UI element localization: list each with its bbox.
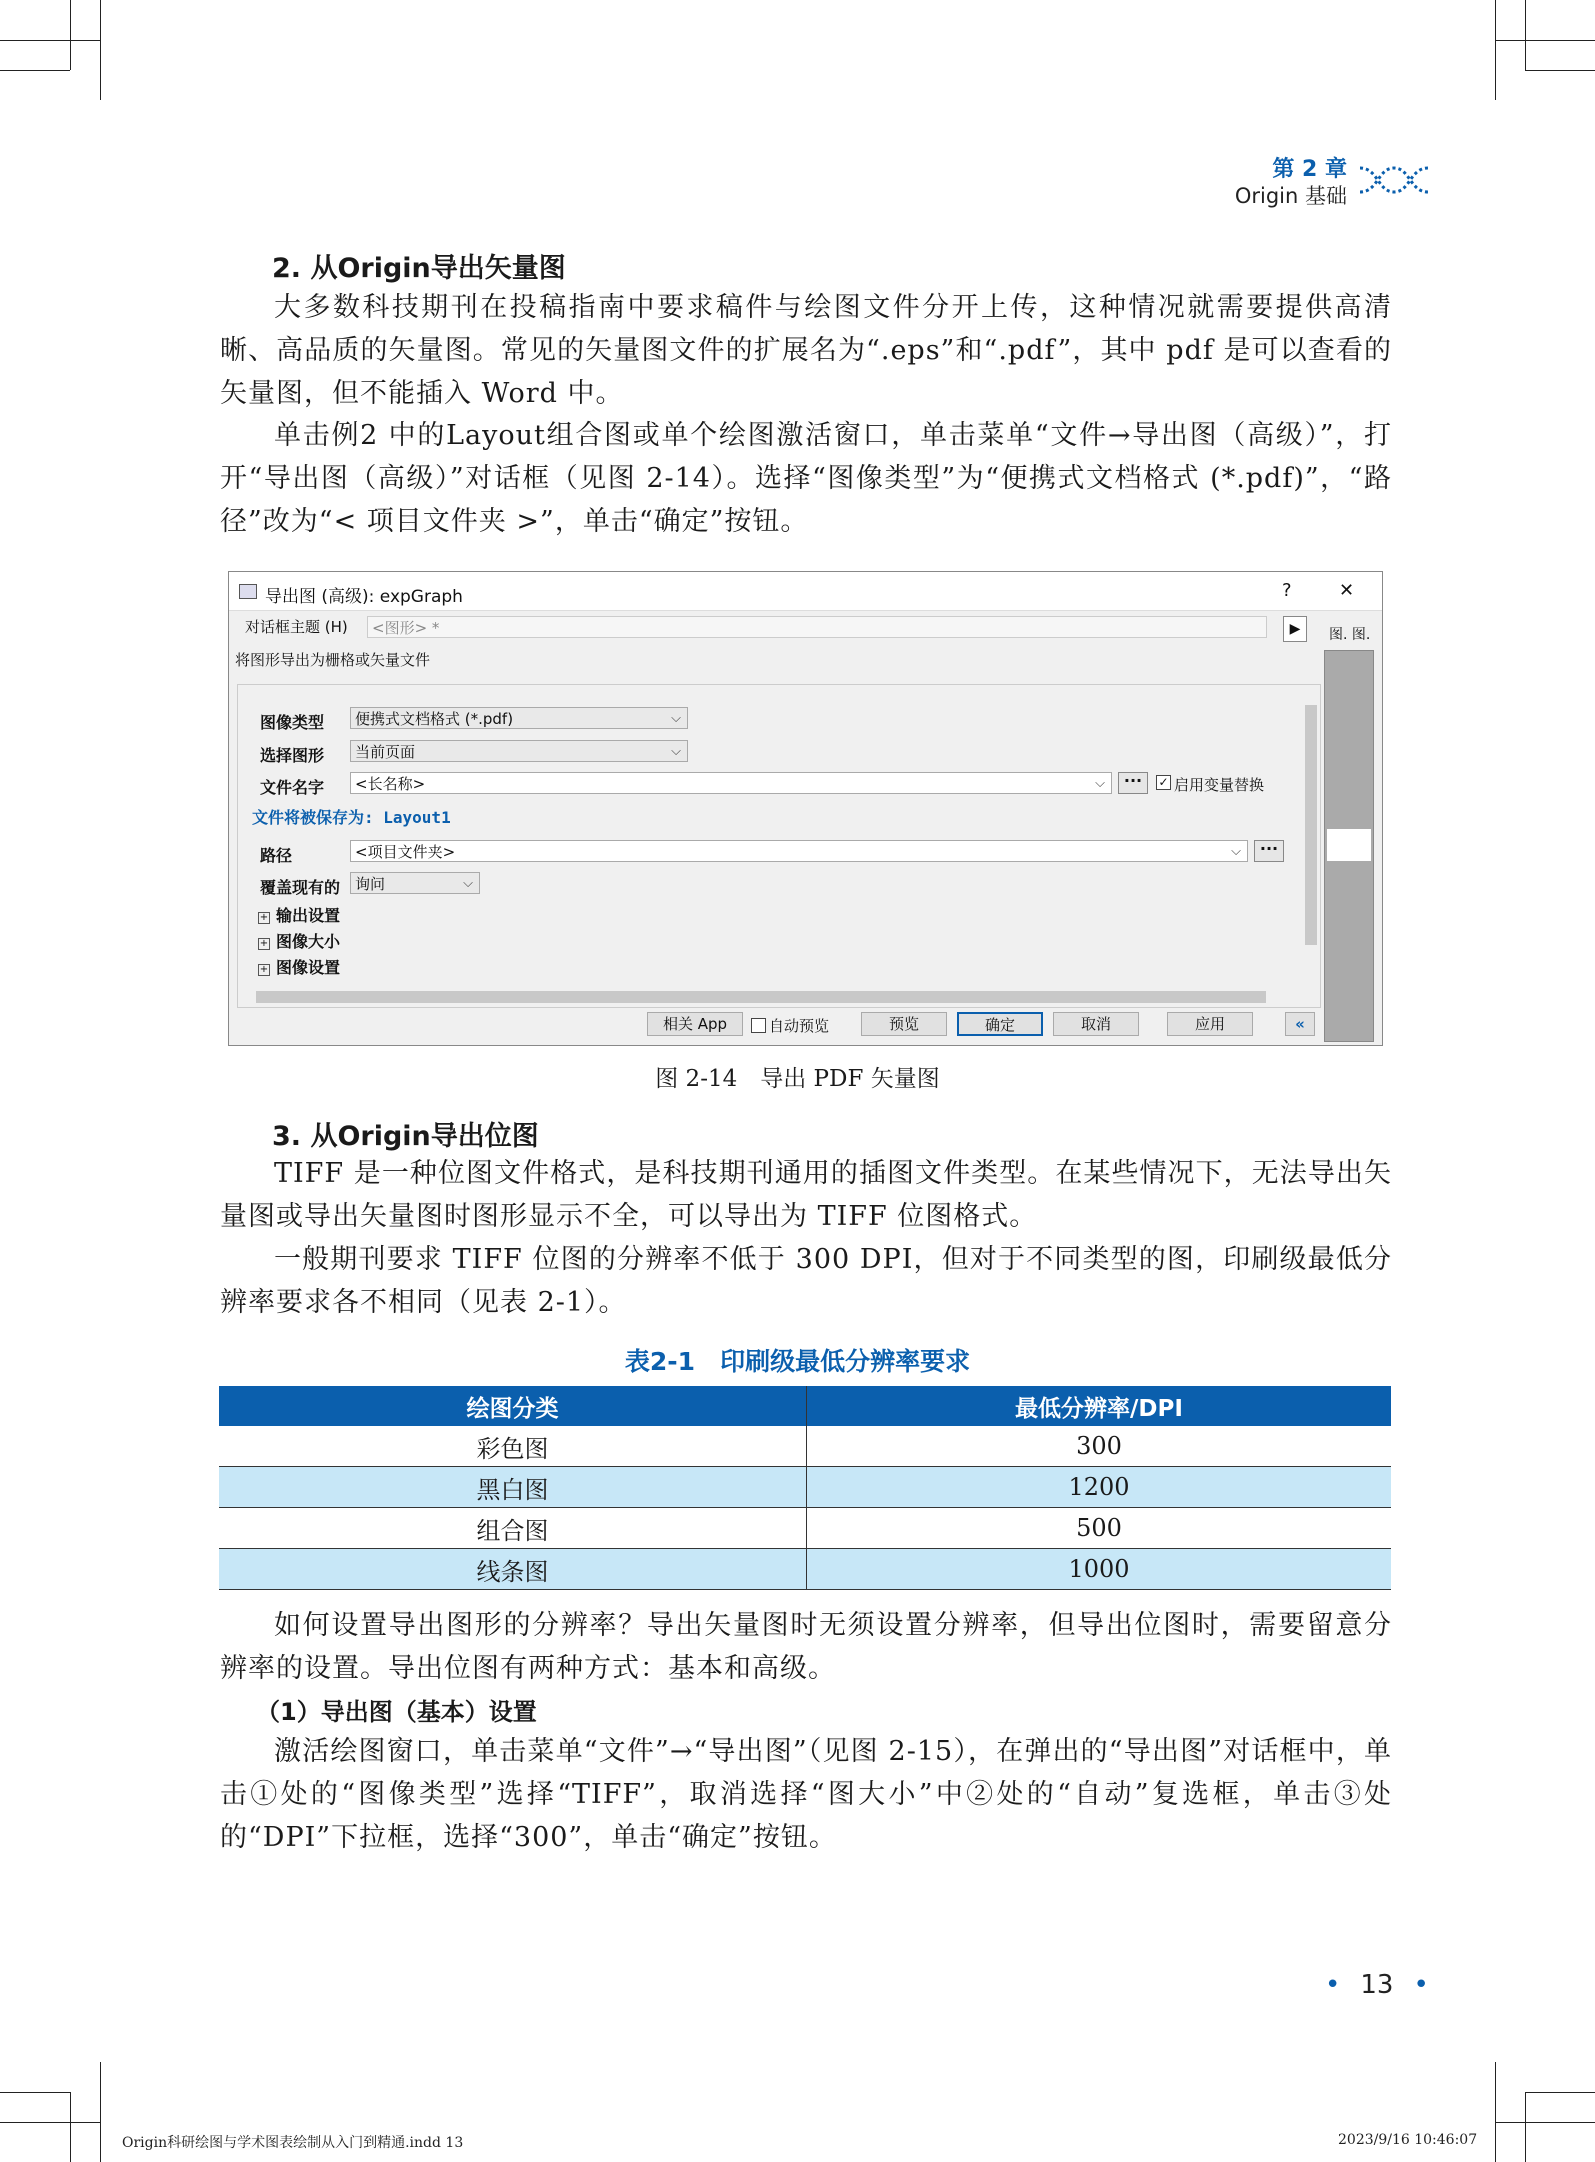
- path-select[interactable]: [350, 840, 1248, 862]
- auto-preview-label: 自动预览: [769, 1017, 830, 1035]
- path-label: 路径: [260, 846, 293, 865]
- crop-mark: [100, 2062, 101, 2162]
- tree-label: 图像大小: [276, 932, 341, 951]
- tree-output-settings[interactable]: [258, 903, 340, 926]
- resolution-table: [219, 1386, 1391, 1590]
- table-row: [219, 1467, 1391, 1508]
- right-panel-label: 图. 图.: [1329, 627, 1371, 643]
- table-header-cell: 绘图分类: [219, 1386, 807, 1426]
- chapter-subtitle: Origin 基础: [1234, 184, 1347, 208]
- chevron-down-icon: ⌵: [463, 876, 473, 891]
- crop-mark: [0, 2092, 70, 2093]
- apply-button[interactable]: 应用: [1167, 1012, 1253, 1036]
- preview-panel: [1324, 650, 1374, 1042]
- dna-logo-icon: [1358, 160, 1430, 200]
- file-name-value: <长名称>: [355, 775, 426, 793]
- preview-thumbnail: [1327, 829, 1371, 861]
- theme-combo[interactable]: <图形> *: [367, 616, 1267, 638]
- table-row: [219, 1426, 1391, 1467]
- figure-caption: 图 2-14 导出 PDF 矢量图: [655, 1066, 940, 1092]
- table-cell: 1000: [807, 1549, 1392, 1590]
- paragraph: 激活绘图窗口，单击菜单“文件”→“导出图”（见图 2-15），在弹出的“导出图”对话框中，单击①处的“图像类型”选择“TIFF”，取消选择“图大小”中②处的“自动”复选框，单击③处的“DPI”下拉框，选择“300”，单击“确定”按钮。: [220, 1736, 1392, 1853]
- expand-icon: +: [259, 938, 269, 949]
- crop-mark: [1525, 70, 1595, 71]
- image-type-select[interactable]: [350, 707, 688, 729]
- ok-button[interactable]: 确定: [957, 1012, 1043, 1036]
- auto-preview-checkbox[interactable]: [751, 1018, 766, 1033]
- horizontal-scrollbar[interactable]: [238, 987, 1302, 1007]
- crop-mark: [1495, 2062, 1496, 2162]
- section-title: 3. 从Origin导出位图: [272, 1121, 539, 1152]
- expand-icon: +: [259, 912, 269, 923]
- table-cell: 组合图: [219, 1508, 807, 1549]
- crop-mark: [1525, 2092, 1526, 2162]
- page-number-value: 13: [1360, 1970, 1394, 2000]
- image-type-value: 便携式文档格式 (*.pdf): [355, 710, 514, 728]
- file-name-select[interactable]: [350, 772, 1112, 794]
- paragraph: TIFF 是一种位图文件格式，是科技期刊通用的插图文件类型。在某些情况下，无法导出矢量图或导出矢量图时图形显示不全，可以导出为 TIFF 位图格式。: [220, 1158, 1392, 1232]
- crop-mark: [0, 40, 100, 41]
- paragraph: 如何设置导出图形的分辨率？导出矢量图时无须设置分辨率，但导出位图时，需要留意分辨率的设置。导出位图有两种方式：基本和高级。: [220, 1610, 1392, 1684]
- preview-button[interactable]: 预览: [861, 1012, 947, 1036]
- table-cell: 黑白图: [219, 1467, 807, 1508]
- expand-icon: +: [259, 964, 269, 975]
- dialog-description: 将图形导出为栅格或矢量文件: [235, 651, 431, 669]
- overwrite-select[interactable]: [350, 872, 480, 894]
- table-cell: 彩色图: [219, 1426, 807, 1467]
- dialog-title: 导出图 (高级): expGraph: [265, 587, 463, 607]
- chevron-down-icon: ⌵: [671, 744, 681, 759]
- table-row: [219, 1508, 1391, 1549]
- timestamp: 2023/9/16 10:46:07: [1338, 2132, 1478, 2148]
- crop-mark: [100, 0, 101, 100]
- table-row: [219, 1549, 1391, 1590]
- help-button[interactable]: ?: [1282, 580, 1292, 601]
- cancel-button[interactable]: 取消: [1053, 1012, 1139, 1036]
- export-dialog: [228, 571, 1383, 1046]
- scroll-thumb[interactable]: [1305, 705, 1317, 945]
- crop-mark: [1495, 0, 1496, 100]
- select-graph-label: 选择图形: [260, 746, 325, 765]
- table-cell: 线条图: [219, 1549, 807, 1590]
- dialog-titlebar: [229, 572, 1382, 611]
- crop-mark: [1525, 0, 1526, 70]
- crop-mark: [1525, 2092, 1595, 2093]
- table-header-row: [219, 1386, 1391, 1426]
- overwrite-value: 询问: [355, 875, 386, 893]
- select-graph-select[interactable]: [350, 740, 688, 762]
- crop-mark: [1495, 40, 1595, 41]
- chevron-down-icon: ⌵: [1095, 776, 1105, 791]
- crop-mark: [1495, 2122, 1595, 2123]
- chevron-down-icon: ⌵: [1231, 844, 1241, 859]
- image-type-label: 图像类型: [260, 713, 325, 732]
- table-cell: 500: [807, 1508, 1392, 1549]
- crop-mark: [70, 0, 71, 70]
- saved-as-text: 文件将被保存为: Layout1: [252, 808, 451, 827]
- file-name-label: 文件名字: [260, 778, 325, 797]
- table-cell: 1200: [807, 1467, 1392, 1508]
- overwrite-label: 覆盖现有的: [260, 878, 341, 897]
- theme-label: 对话框主题 (H): [245, 618, 348, 636]
- window-icon: [239, 584, 257, 599]
- path-browse-button[interactable]: ···: [1254, 840, 1284, 862]
- collapse-button[interactable]: «: [1285, 1012, 1315, 1036]
- tree-label: 输出设置: [276, 906, 341, 925]
- tree-image-settings[interactable]: [258, 955, 340, 978]
- enable-var-label: 启用变量替换: [1174, 776, 1265, 794]
- chapter-label: 第 2 章: [1272, 157, 1347, 182]
- select-graph-value: 当前页面: [355, 743, 416, 761]
- settings-panel: [237, 684, 1321, 1008]
- crop-mark: [70, 2092, 71, 2162]
- table-header-cell: 最低分辨率/DPI: [807, 1386, 1392, 1426]
- browse-button[interactable]: ···: [1118, 772, 1148, 794]
- bullet-icon: •: [1413, 1970, 1429, 2000]
- path-value: <项目文件夹>: [355, 843, 456, 861]
- chevron-down-icon: ⌵: [671, 711, 681, 726]
- enable-var-checkbox[interactable]: ✓: [1156, 775, 1171, 790]
- paragraph: 大多数科技期刊在投稿指南中要求稿件与绘图文件分开上传，这种情况就需要提供高清晰、高品质的矢量图。常见的矢量图文件的扩展名为“.eps”和“.pdf”，其中 pdf 是可以查看的矢量图，但不能插入 Word 中。: [220, 292, 1392, 409]
- crop-mark: [0, 2122, 100, 2123]
- tree-image-size[interactable]: [258, 929, 340, 952]
- scroll-thumb[interactable]: [256, 991, 1266, 1003]
- tree-label: 图像设置: [276, 958, 341, 977]
- table-title: 表2-1 印刷级最低分辨率要求: [624, 1347, 971, 1376]
- page-number: [1325, 1970, 1429, 2000]
- subsection-title: （1）导出图（基本）设置: [256, 1698, 537, 1726]
- crop-mark: [0, 70, 70, 71]
- paragraph: 一般期刊要求 TIFF 位图的分辨率不低于 300 DPI，但对于不同类型的图，印刷级最低分辨率要求各不相同（见表 2-1）。: [220, 1244, 1392, 1318]
- paragraph: 单击例2 中的Layout组合图或单个绘图激活窗口，单击菜单“文件→导出图（高级）”，打开“导出图（高级）”对话框（见图 2-14）。选择“图像类型”为“便携式文档格式 (*.pdf)”，“路径”改为“< 项目文件夹 >”，单击“确定”按钮。: [220, 420, 1392, 537]
- play-arrow-icon[interactable]: ▶: [1283, 616, 1307, 642]
- table-cell: 300: [807, 1426, 1392, 1467]
- close-button[interactable]: ✕: [1339, 580, 1355, 601]
- vertical-scrollbar[interactable]: [1302, 685, 1320, 985]
- bullet-icon: •: [1325, 1970, 1341, 2000]
- file-info: Origin科研绘图与学术图表绘制从入门到精通.indd 13: [122, 2135, 464, 2151]
- related-app-button[interactable]: 相关 App: [647, 1012, 743, 1036]
- section-title: 2. 从Origin导出矢量图: [272, 253, 566, 284]
